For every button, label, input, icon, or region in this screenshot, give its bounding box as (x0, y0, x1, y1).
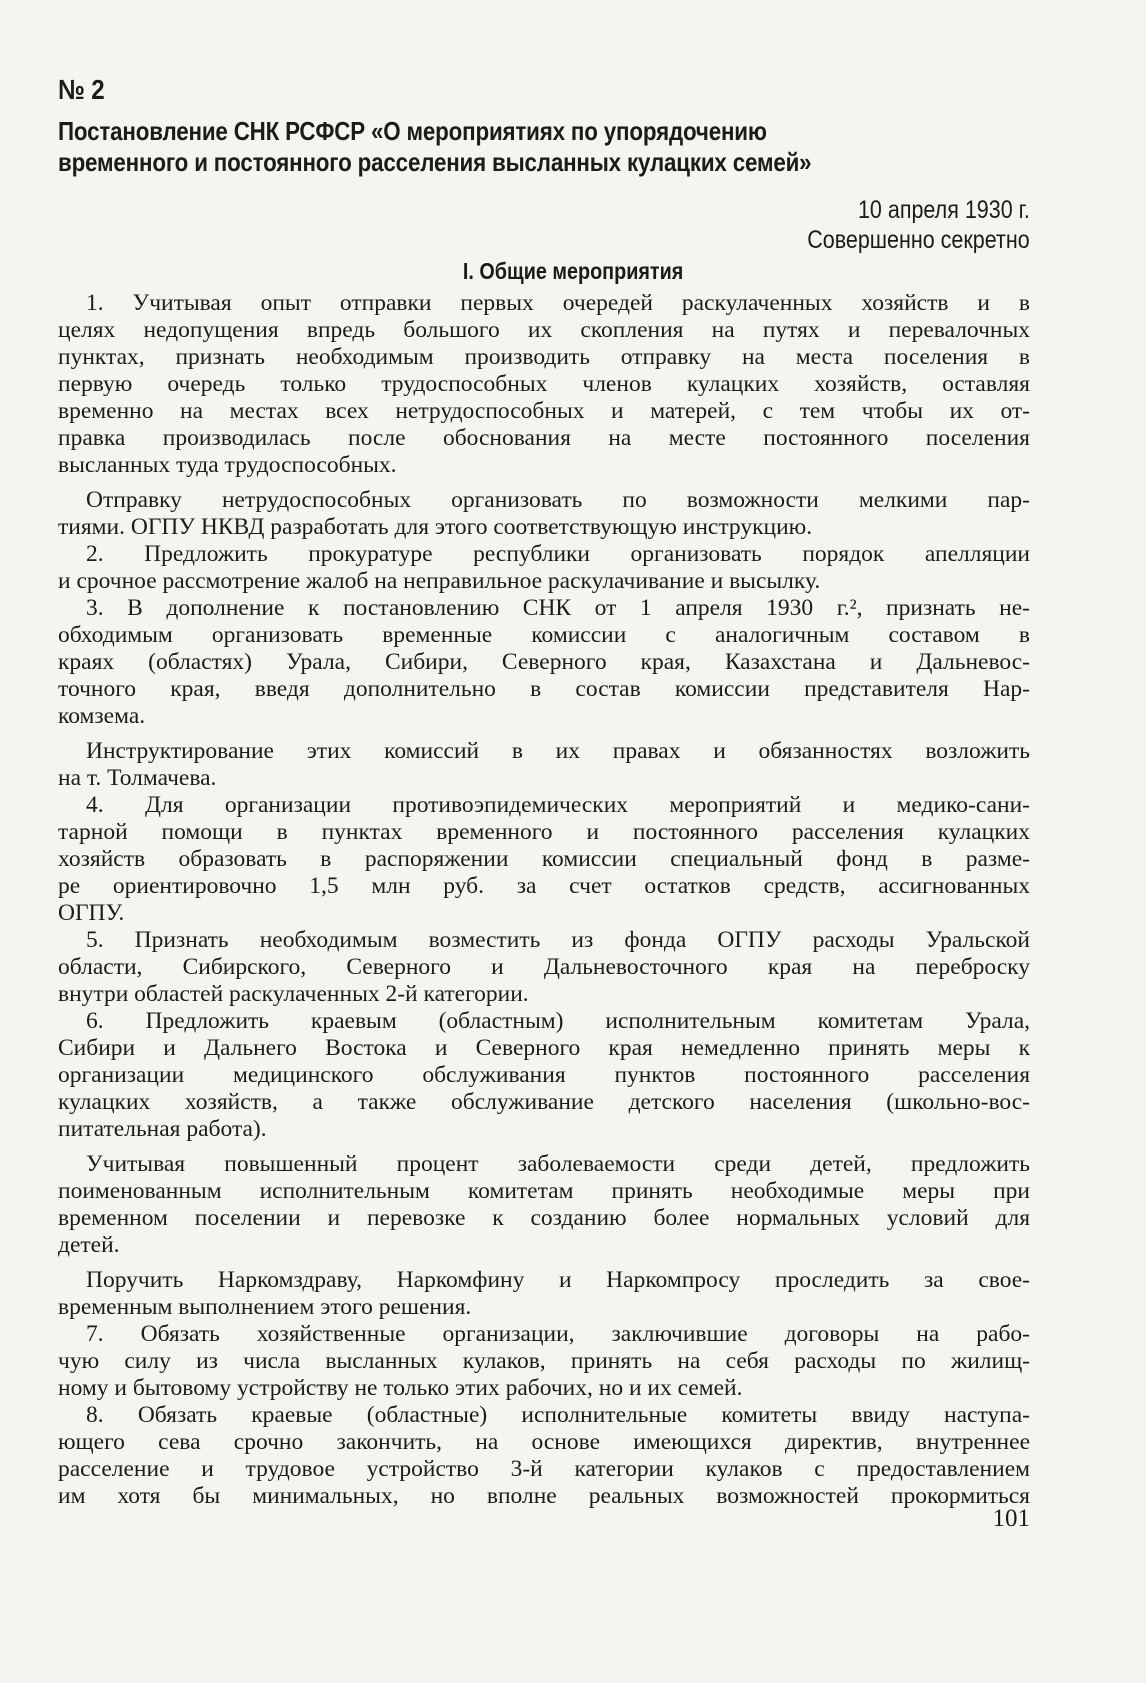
paragraph (58, 595, 1030, 730)
text-line: 5. Признать необходимым возместить из фонда ОГПУ расходы Уральской (86, 927, 1030, 953)
paragraph (58, 1267, 1030, 1321)
document-title-line-1: Постановление СНК РСФСР «О мероприятиях по упорядочению (58, 116, 767, 146)
classification-label: Совершенно секретно (807, 226, 1030, 254)
document-body (58, 290, 1030, 1510)
text-line: правка производилась после обоснования на месте постоянного поселения (58, 425, 1030, 451)
text-line: детей. (58, 1232, 120, 1258)
paragraph (58, 738, 1030, 792)
text-line: ре ориентировочно 1,5 млн руб. за счет остатков средств, ассигнованных (58, 873, 1030, 899)
text-line: чую силу из числа высланных кулаков, принять на себя расходы по жилищ- (58, 1348, 1030, 1374)
text-line: высланных туда трудоспособных. (58, 452, 397, 478)
text-line: Отправку нетрудоспособных организовать по возможности мелкими пар- (86, 487, 1030, 513)
text-line: 6. Предложить краевым (областным) исполнительным комитетам Урала, (86, 1008, 1030, 1034)
text-line: временном поселении и перевозке к созданию более нормальных условий для (58, 1205, 1030, 1231)
page-number: 101 (992, 1505, 1030, 1532)
text-line: 8. Обязать краевые (областные) исполнительные комитеты ввиду наступа- (86, 1402, 1030, 1428)
section-heading-text: I. Общие мероприятия (462, 258, 684, 284)
paragraph (58, 1151, 1030, 1259)
paragraph (58, 290, 1030, 479)
text-line: временным выполнением этого решения. (58, 1294, 472, 1320)
text-line: области, Сибирского, Северного и Дальневосточного края на переброску (58, 954, 1030, 980)
text-line: комзема. (58, 703, 146, 729)
text-line: обходимым организовать временные комиссии с аналогичным составом в (58, 622, 1030, 648)
text-line: ному и бытовому устройству не только этих рабочих, но и их семей. (58, 1375, 743, 1401)
text-line: тиями. ОГПУ НКВД разработать для этого соответствующую инструкцию. (58, 514, 813, 540)
text-line: и срочное рассмотрение жалоб на неправильное раскулачивание и высылку. (58, 568, 821, 594)
text-line: первую очередь только трудоспособных членов кулацких хозяйств, оставляя (58, 371, 1030, 397)
text-line: организации медицинского обслуживания пунктов постоянного расселения (58, 1062, 1030, 1088)
text-line: расселение и трудовое устройство 3-й категории кулаков с предоставлением (58, 1456, 1030, 1482)
text-line: Сибири и Дальнего Востока и Северного края немедленно принять меры к (58, 1035, 1030, 1061)
text-line: поименованным исполнительным комитетам принять необходимые меры при (58, 1178, 1030, 1204)
text-line: кулацких хозяйств, а также обслуживание детского населения (школьно-вос- (58, 1089, 1030, 1115)
text-line: Поручить Наркомздраву, Наркомфину и Наркомпросу проследить за свое- (86, 1267, 1030, 1293)
text-line: 1. Учитывая опыт отправки первых очередей раскулаченных хозяйств и в (86, 290, 1030, 316)
text-line: ОГПУ. (58, 900, 125, 926)
paragraph (58, 1008, 1030, 1143)
paragraph (58, 792, 1030, 927)
text-line: ющего сева срочно закончить, на основе имеющихся директив, внутреннее (58, 1429, 1030, 1455)
text-line: питательная работа). (58, 1116, 267, 1142)
text-line: внутри областей раскулаченных 2-й категории. (58, 981, 529, 1007)
document-date: 10 апреля 1930 г. (858, 196, 1030, 224)
paragraph (58, 1321, 1030, 1402)
text-line: на т. Толмачева. (58, 765, 217, 791)
document-number: № 2 (58, 74, 105, 105)
text-line: целях недопущения впредь большого их скопления на путях и перевалочных (58, 317, 1030, 343)
paragraph (58, 487, 1030, 541)
text-line: 7. Обязать хозяйственные организации, заключившие договоры на рабо- (86, 1321, 1030, 1347)
document-title-line-2: временного и постоянного расселения высланных кулацких семей» (58, 147, 812, 177)
text-line: тарной помощи в пунктах временного и постоянного расселения кулацких (58, 819, 1030, 845)
text-line: 3. В дополнение к постановлению СНК от 1 апреля 1930 г.², признать не- (86, 595, 1030, 621)
text-line: точного края, введя дополнительно в состав комиссии представителя Нар- (58, 676, 1030, 702)
text-line: 2. Предложить прокуратуре республики организовать порядок апелляции (86, 541, 1030, 567)
text-line: Учитывая повышенный процент заболеваемости среди детей, предложить (86, 1151, 1030, 1177)
text-line: 4. Для организации противоэпидемических мероприятий и медико-сани- (86, 792, 1030, 818)
text-line: краях (областях) Урала, Сибири, Северного края, Казахстана и Дальневос- (58, 649, 1030, 675)
paragraph (58, 927, 1030, 1008)
paragraph (58, 541, 1030, 595)
text-line: пунктах, признать необходимым производить отправку на места поселения в (58, 344, 1030, 370)
text-line: временно на местах всех нетрудоспособных и матерей, с тем чтобы их от- (58, 398, 1030, 424)
paragraph (58, 1402, 1030, 1510)
text-line: хозяйств образовать в распоряжении комиссии специальный фонд в разме- (58, 846, 1030, 872)
text-line: Инструктирование этих комиссий в их правах и обязанностях возложить (86, 738, 1030, 764)
section-heading (0, 258, 1146, 285)
text-line: им хотя бы минимальных, но вполне реальных возможностей прокормиться (58, 1483, 1030, 1509)
